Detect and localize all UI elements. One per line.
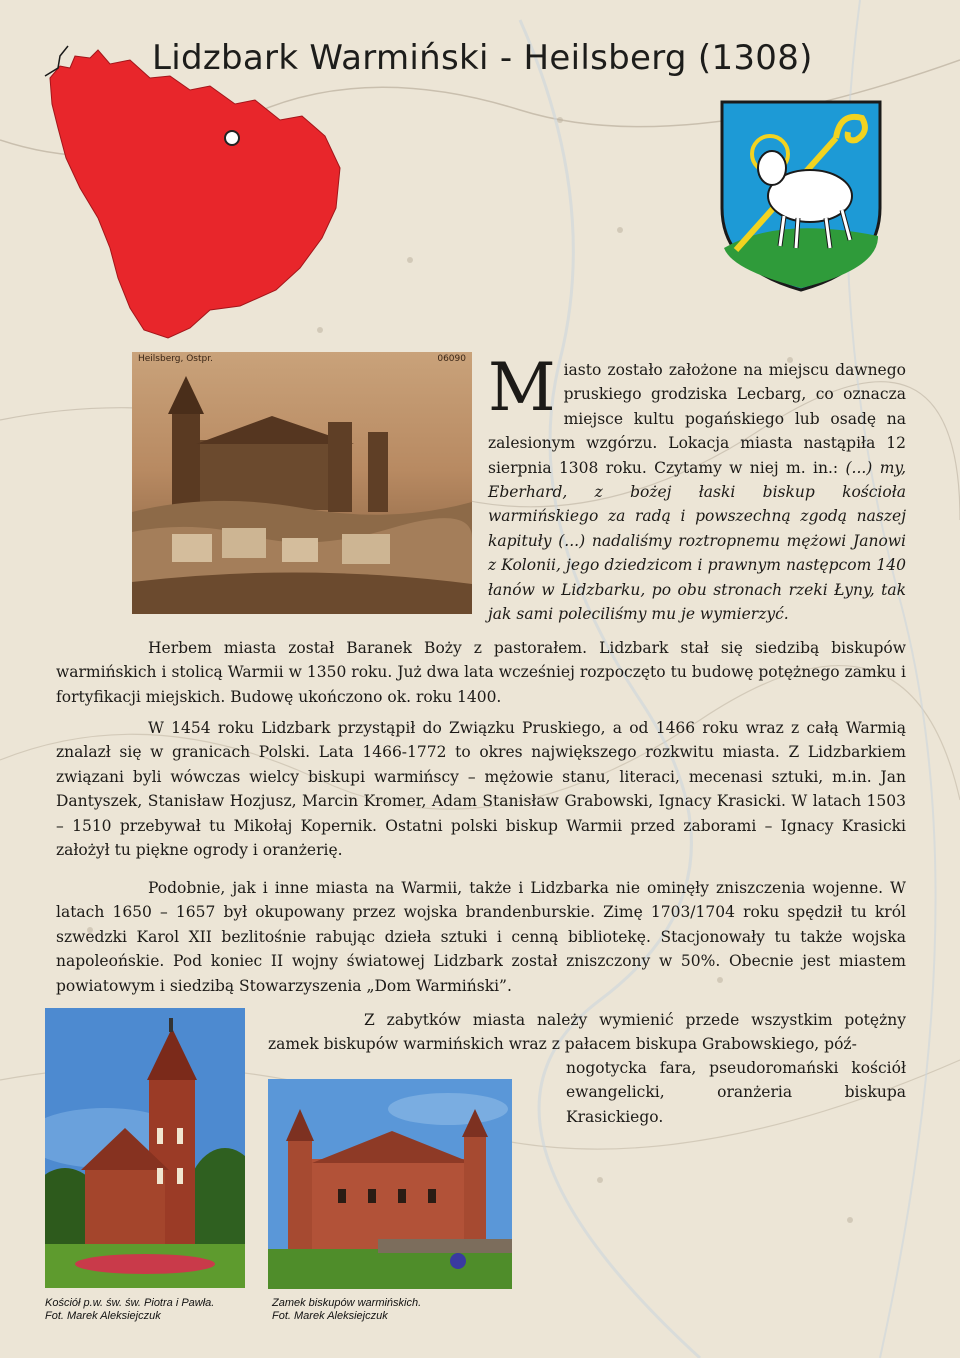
photo-number: 06090 [437,354,466,364]
monuments-paragraph-continued [566,1056,906,1129]
photo-caption-text: Heilsberg, Ostpr. [138,354,213,364]
castle-photo-caption [272,1297,502,1323]
history-paragraph [56,716,906,862]
church-caption-title: Kościół p.w. św. św. Piotra i Pawła. [45,1297,215,1309]
church-photo [45,1008,245,1288]
coat-of-arms [718,98,884,294]
p5a-text: Z zabytków miasta należy wymienić przede wszystkim potężny zamek biskupów warmińskich wraz z pałacem biskupa Grabowskiego, póź- [268,1011,906,1054]
coat-of-arms-paragraph [56,636,906,709]
p2-text: Herbem miasta został Baranek Boży z pastorałem. Lidzbark stał się siedzibą biskupów warmińskich i stolicą Warmii w 1350 roku. Już dwa lata wcześniej rozpoczęto tu budowę potężnego zamku i fortyfikacji miejskich. Budowę ukończono ok. roku 1400. [56,639,906,706]
charter-quote: (...) my, Eberhard, z bożej łaski biskup kościoła warmińskiego za radą i powszechną zgodą naszej kapituły (...) nadaliśmy roztropnemu mężowi Janowi z Kolonii, jego dziedzicom i prawnym następcom 140 łanów w Lidzbarku, po obu stronach rzeki Łyny, tak jak sami poleciliśmy mu je wymierzyć. [488,458,907,624]
church-caption-credit: Fot. Marek Aleksiejczuk [45,1310,161,1322]
town-location-marker [225,131,239,145]
castle-photo [268,1079,512,1289]
p4-text: Podobnie, jak i inne miasta na Warmii, także i Lidzbarka nie ominęły zniszczenia wojenne. W latach 1650 – 1657 był okupowany przez wojska brandenburskie. Zimę 1703/1704 roku spędził tu król szwedzki Karol XII bezlitośnie rabując dzieła sztuki i cenną bibliotekę. Stacjonowały tu także wojska napoleońskie. Pod koniec II wojny światowej Lidzbark został zniszczony w 50%. Obecnie jest miastem powiatowym i siedzibą Stowarzyszenia „Dom Warmiński”. [56,879,906,995]
drop-cap-letter: M [488,349,556,426]
warmia-region-map [40,38,370,358]
war-paragraph [56,876,906,998]
historic-town-photo [132,352,472,614]
church-photo-caption [45,1297,255,1323]
castle-caption-credit: Fot. Marek Aleksiejczuk [272,1310,388,1322]
intro-text: iasto zostało założone na miejscu dawnego pruskiego grodziska Lecbarg, co oznacza miejsce kultu pogańskiego lub osadę na zalesionym wzgórzu. Lokacja miasta nastąpiła 12 sierpnia 1308 roku. Czytamy w niej m. in.: [488,361,906,477]
castle-caption-title: Zamek biskupów warmińskich. [272,1297,422,1309]
monuments-paragraph [268,1008,906,1057]
p3-text: W 1454 roku Lidzbark przystąpił do Związku Pruskiego, a od 1466 roku wraz z całą Warmią znalazł się w granicach Polski. Lata 1466-1772 to okres największego rozkwitu miasta. Z Lidzbarkiem związani byli wówczas wielcy biskupi warmińscy – mężowie stanu, literaci, mecenasi sztuki, m.in. Jan Dantyszek, Stanisław Hozjusz, Marcin Kromer, Adam Stanisław Grabowski, Ignacy Krasicki. W latach 1503 – 1510 przebywał tu Mikołaj Kopernik. Ostatni polski biskup Warmii przed zaborami – Ignacy Krasicki założył tu piękne ogrody i oranżerię. [56,719,906,860]
intro-paragraph [488,349,907,626]
p5b-text: nogotycka fara, pseudoromański kościół ewangelicki, oranżeria biskupa Krasickiego. [566,1059,906,1126]
page-title: Lidzbark Warmiński - Heilsberg (1308) [152,38,813,78]
